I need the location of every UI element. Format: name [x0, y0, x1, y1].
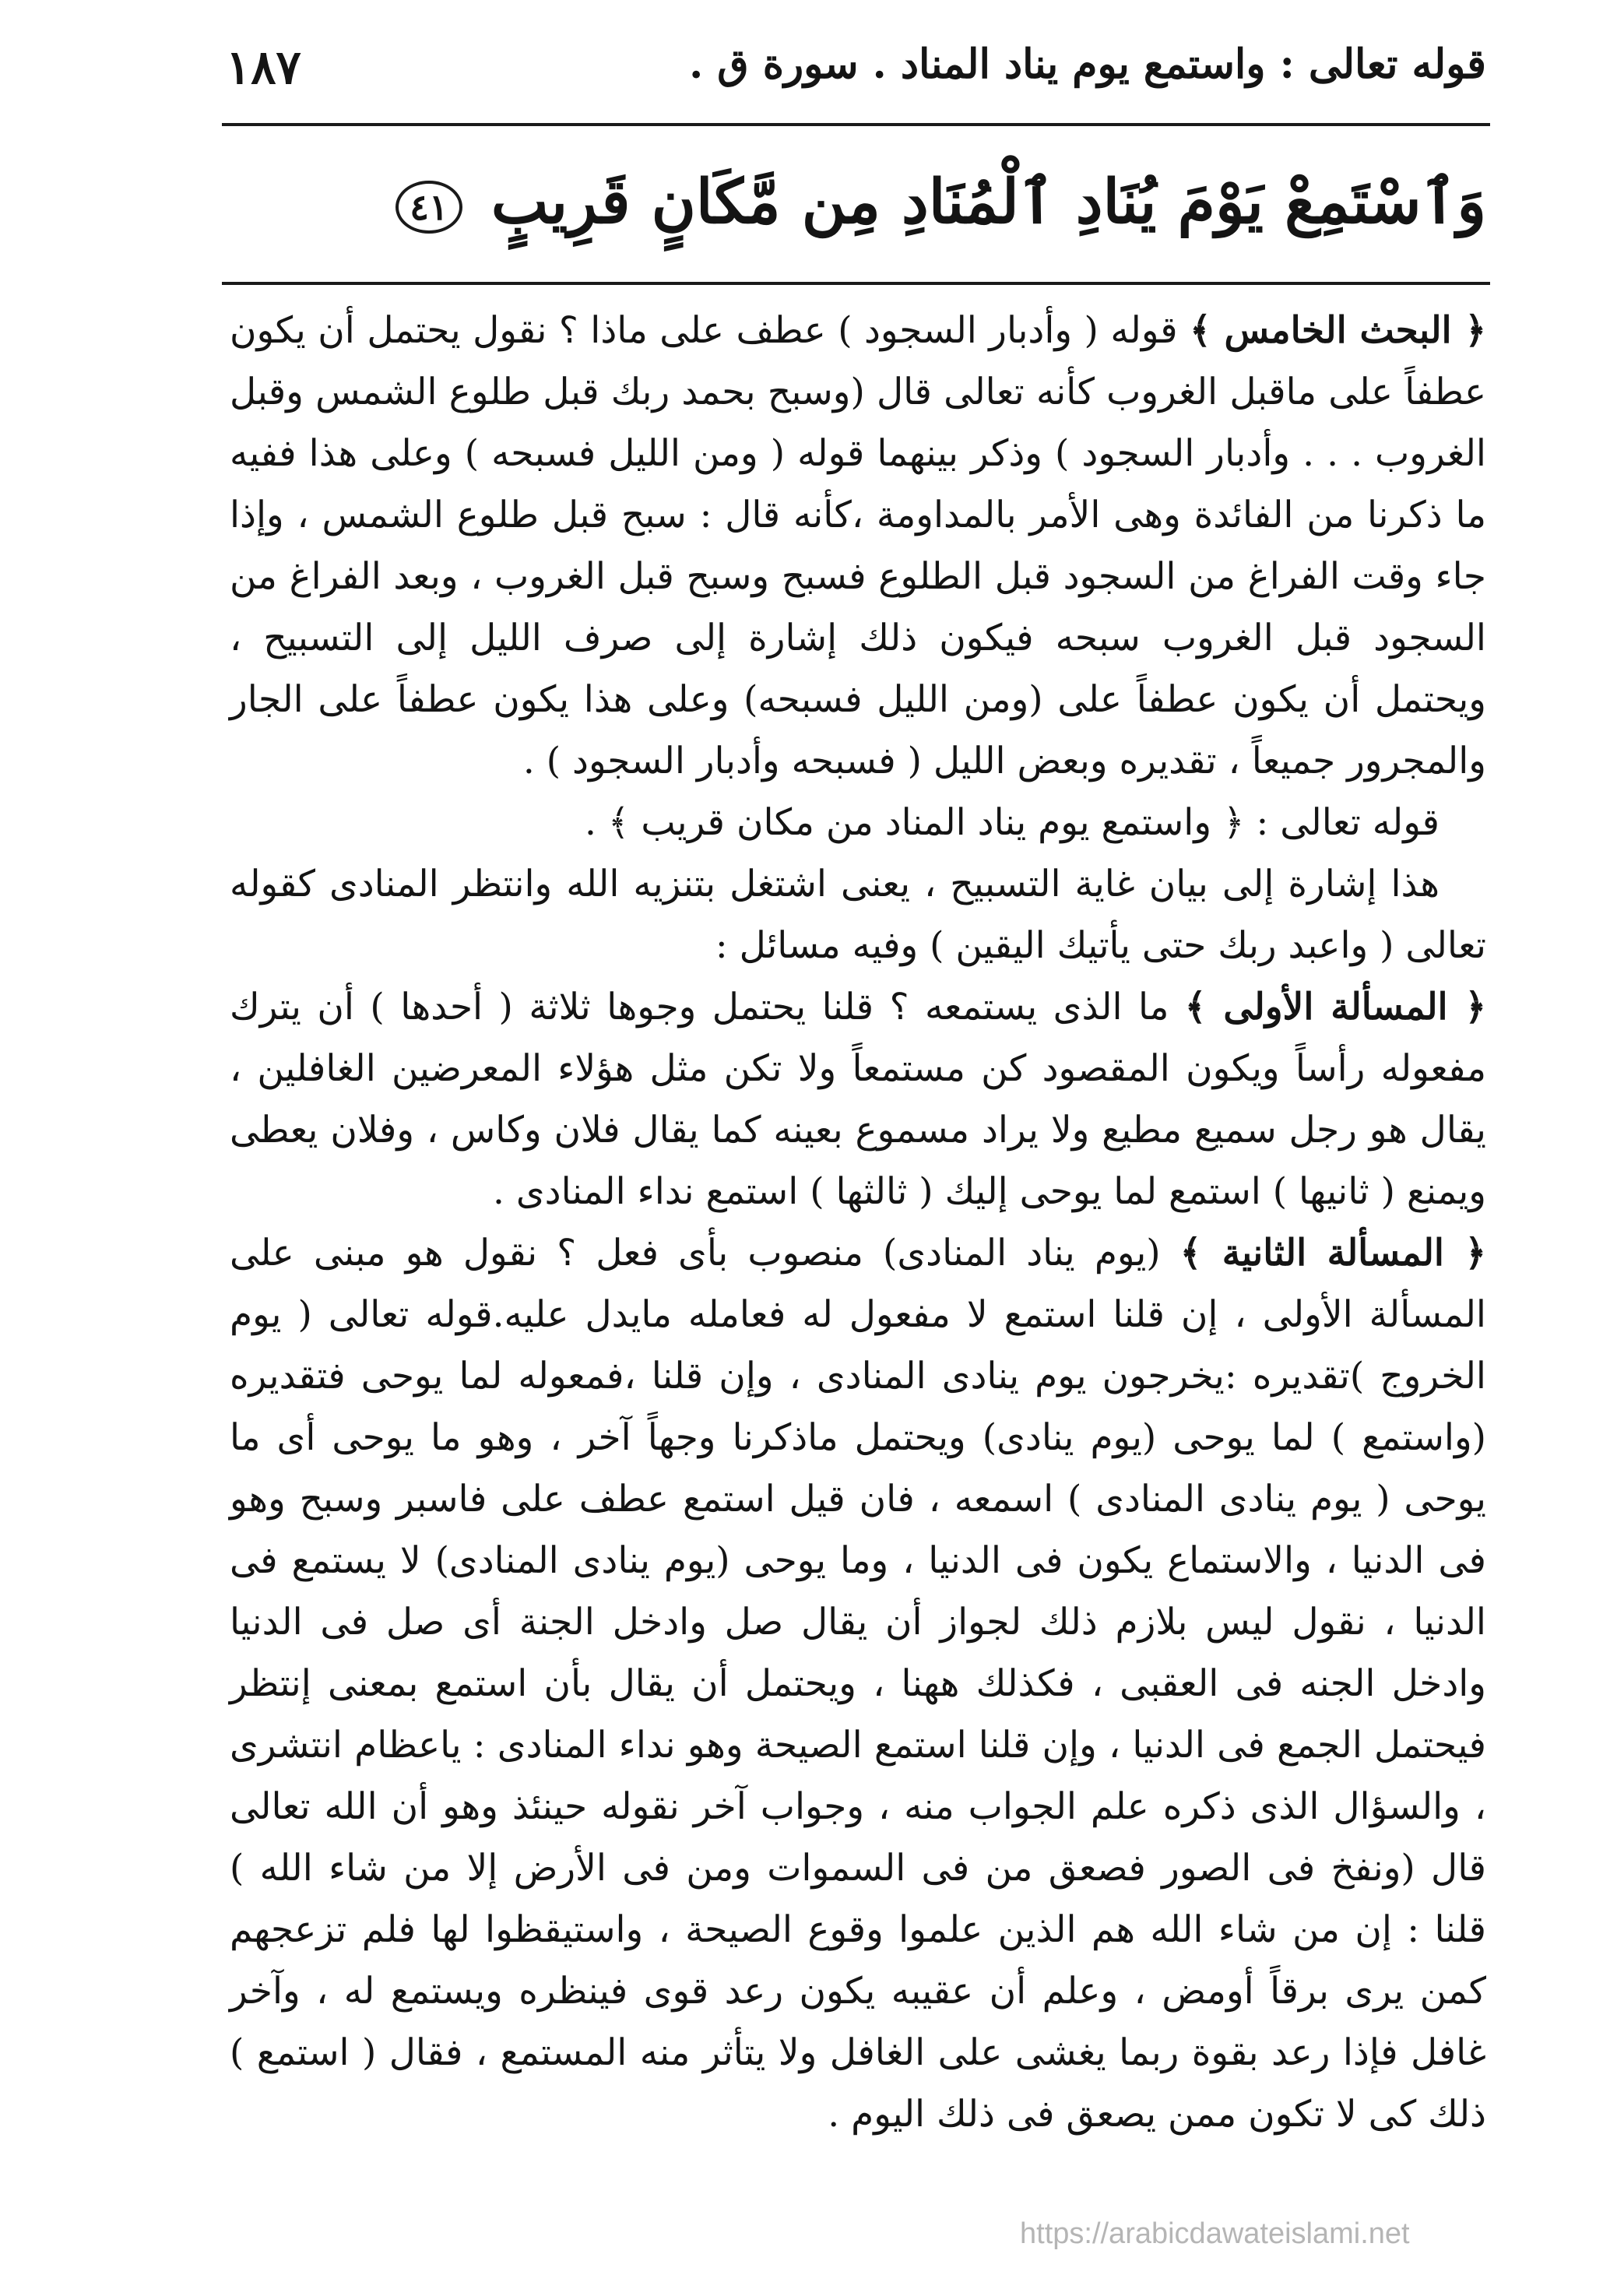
paragraph-fifth-inquiry	[230, 300, 1486, 792]
running-head: قوله تعالى : واستمع يوم يناد المناد . سورة ق .	[689, 40, 1486, 88]
paragraph-first-question	[230, 976, 1486, 1222]
paragraph-introduction	[230, 853, 1486, 976]
page-number: ١٨٧	[226, 40, 301, 95]
paragraph-text: قوله تعالى : ﴿ واستمع يوم يناد المناد من مكان قريب ﴾ .	[585, 801, 1440, 844]
section-heading: ﴿ المسألة الأولى ﴾	[1184, 986, 1486, 1028]
quran-verse	[226, 144, 1486, 261]
watermark-url: https://arabicdawateislami.net	[1020, 2217, 1410, 2250]
section-heading: ﴿ البحث الخامس ﴾	[1190, 309, 1486, 352]
paragraph-text: قوله ( وأدبار السجود ) عطف على ماذا ؟ نقول يحتمل أن يكون عطفاً على ماقبل الغروب كأنه تعالى قال (وسبح بحمد ربك قبل طلوع الشمس وقبل الغروب . . . وأدبار السجود ) وذكر بينهما قوله ( ومن الليل فسبحه ) وعلى هذا ففيه ما ذكرنا من الفائدة وهى الأمر بالمداومة ،كأنه قال : سبح قبل طلوع الشمس ، وإذا جاء وقت الفراغ من السجود قبل الطلوع فسبح وسبح قبل الغروب ، وبعد الفراغ من السجود قبل الغروب سبحه فيكون ذلك إشارة إلى صرف الليل إلى التسبيح ، ويحتمل أن يكون عطفاً على (ومن الليل فسبحه) وعلى هذا يكون عطفاً على الجار والمجرور جميعاً ، تقديره وبعض الليل ( فسبحه وأدبار السجود ) .	[230, 309, 1486, 782]
verse-number-marker: ٤١	[395, 181, 462, 234]
paragraph-text: ما الذى يستمعه ؟ قلنا يحتمل وجوها ثلاثة ( أحدها ) أن يترك مفعوله رأساً ويكون المقصود كن مستمعاً ولا تكن مثل هؤلاء المعرضين الغافلين ، يقال هو رجل سميع مطيع ولا يراد مسموع بعينه كما يقال فلان وكاس ، وفلان يعطى ويمنع ( ثانيها ) استمع لما يوحى إليك ( ثالثها ) استمع نداء المنادى .	[230, 986, 1486, 1213]
page-header	[226, 40, 1486, 118]
paragraph-text: (يوم يناد المنادى) منصوب بأى فعل ؟ نقول هو مبنى على المسألة الأولى ، إن قلنا استمع لا مفعول له فعامله مايدل عليه.قوله تعالى ( يوم الخروج )تقديره :يخرجون يوم ينادى المنادى ، وإن قلنا ،فمعوله لما يوحى فتقديره (واستمع ) لما يوحى (يوم ينادى) ويحتمل ماذكرنا وجهاً آخر ، وهو ما يوحى أى ما يوحى ( يوم ينادى المنادى ) اسمعه ، فان قيل استمع عطف على فاسبر وسبح وهو فى الدنيا ، والاستماع يكون فى الدنيا ، وما يوحى (يوم ينادى المنادى) لا يستمع فى الدنيا ، نقول ليس بلازم ذلك لجواز أن يقال صل وادخل الجنة أى صل فى الدنيا وادخل الجنه فى العقبى ، فكذلك ههنا ، ويحتمل أن يقال بأن استمع بمعنى إنتظر فيحتمل الجمع فى الدنيا ، وإن قلنا استمع الصيحة وهو نداء المنادى : ياعظام انتشرى ، والسؤال الذى ذكره علم الجواب منه ، وجواب آخر نقوله حينئذ وهو أن الله تعالى قال (ونفخ فى الصور فصعق من فى السموات ومن فى الأرض إلا من شاء الله ) قلنا : إن من شاء الله هم الذين علموا وقوع الصيحة ، واستيقظوا لها فلم تزعجهم كمن يرى برقاً أومض ، وعلم أن عقيبه يكون رعد قوى فينظره ويستمع له ، وآخر غافل فإذا رعد بقوة ربما يغشى على الغافل ولا يتأثر منه المستمع ، فقال ( استمع ) ذلك كى لا تكون ممن يصعق فى ذلك اليوم .	[230, 1232, 1486, 2136]
commentary-text	[230, 300, 1486, 2145]
paragraph-text: هذا إشارة إلى بيان غاية التسبيح ، يعنى اشتغل بتنزيه الله وانتظر المنادى كقوله تعالى ( واعبد ربك حتى يأتيك اليقين ) وفيه مسائل :	[230, 863, 1486, 967]
header-rule	[222, 123, 1490, 126]
verse-rule	[222, 282, 1490, 285]
section-heading: ﴿ المسألة الثانية ﴾	[1179, 1232, 1487, 1275]
verse-text: وَٱسْتَمِعْ يَوْمَ يُنَادِ ٱلْمُنَادِ مِن مَّكَانٍ قَرِيبٍ	[490, 167, 1486, 237]
paragraph-second-question	[230, 1222, 1486, 2145]
paragraph-verse-quote	[230, 792, 1486, 853]
